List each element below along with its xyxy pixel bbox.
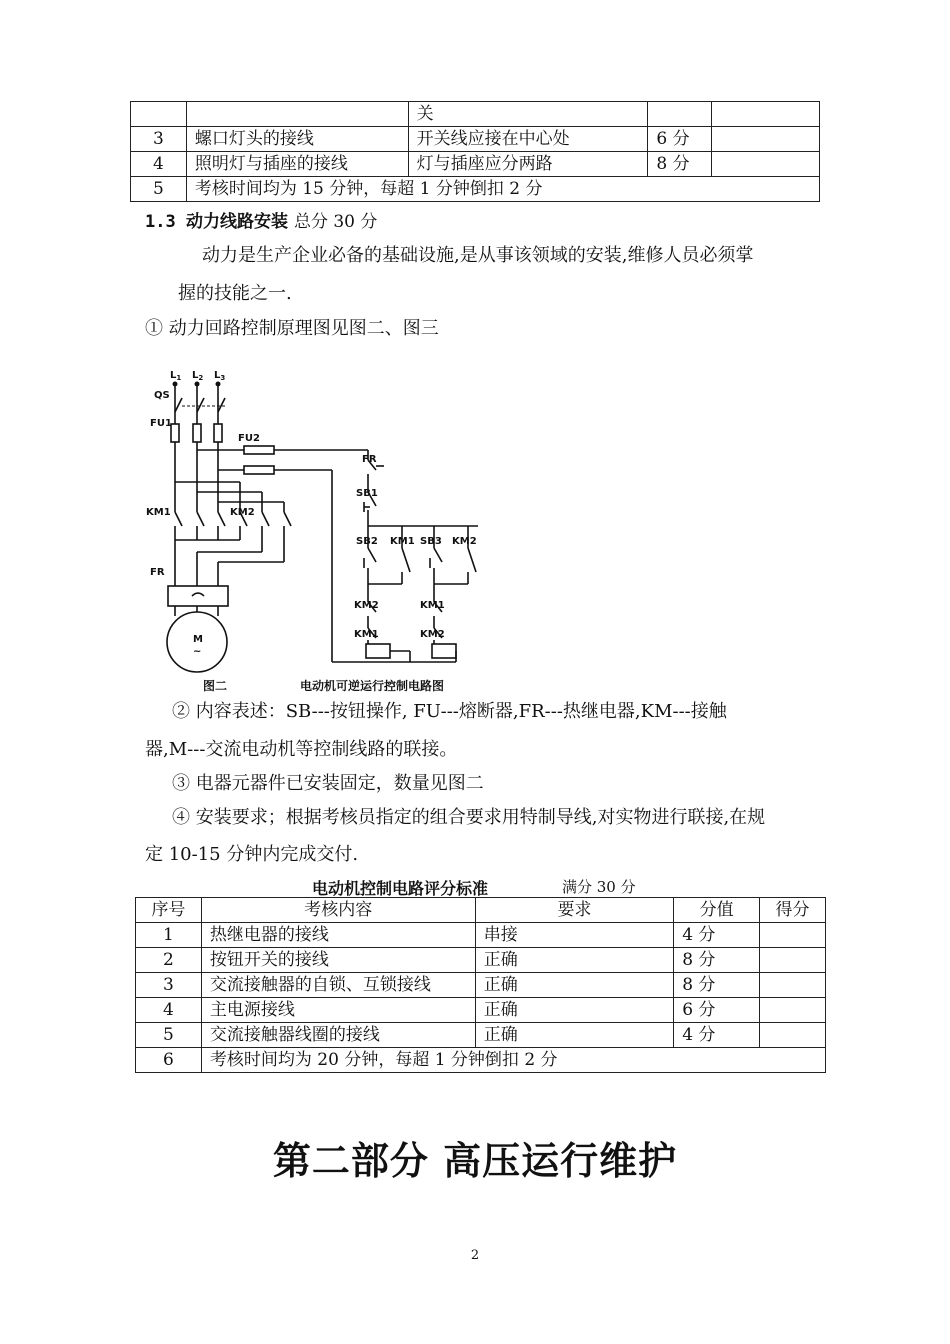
cell-score [648,102,712,127]
cell-got [712,152,820,177]
cell-no: 4 [136,998,202,1023]
list-item: ① 动力回路控制原理图见图二、图三 [145,318,439,339]
label-km2-interlock: KM2 [354,600,379,611]
header-cell: 分值 [674,898,760,923]
cell-got [760,948,826,973]
label-sb3: SB3 [420,536,442,547]
label-motor: M [193,634,203,645]
table-row [136,1023,826,1048]
header-cell: 要求 [475,898,673,923]
label-km2-main: KM2 [230,507,255,518]
label-l3: L [214,370,221,381]
cell-req: 正确 [475,1023,673,1048]
cell-req: 正确 [475,948,673,973]
label-l1-sub: 1 [176,374,182,382]
cell-req: 关 [408,102,648,127]
page-number: 2 [470,1248,480,1263]
cell-req: 串接 [475,923,673,948]
cell-no: 5 [131,177,187,202]
cell-score: 4 分 [674,923,760,948]
cell-no: 6 [136,1048,202,1073]
label-sb2: SB2 [356,536,378,547]
label-l1: L [170,370,177,381]
cell-got [712,102,820,127]
cell-got [760,973,826,998]
label-l3-sub: 3 [220,374,226,382]
cell-req: 开关线应接在中心处 [408,127,648,152]
table-row [136,923,826,948]
cell-got [712,127,820,152]
time-rule: 考核时间均为 15 分钟，每超 1 分钟倒扣 2 分 [186,177,819,202]
part-title: 第二部分 高压运行维护 [272,1139,678,1183]
section-heading [145,207,377,232]
label-km1-coil: KM1 [354,629,379,640]
label-sb1: SB1 [356,488,378,499]
cell-item: 按钮开关的接线 [201,948,475,973]
table-row [136,1048,826,1073]
figure-caption-text: 电动机可逆运行控制电路图 [300,679,445,693]
cell-score: 8 分 [674,973,760,998]
list-item: ④ 安装要求；根据考核员指定的组合要求用特制导线,对实物进行联接,在规 [172,807,766,828]
label-km1-main: KM1 [146,507,171,518]
cell-score: 6 分 [648,127,712,152]
cell-score: 8 分 [674,948,760,973]
cell-no [131,102,187,127]
cell-item: 交流接触器的自锁、互锁接线 [201,973,475,998]
cell-item: 交流接触器线圈的接线 [201,1023,475,1048]
table-row [131,102,820,127]
label-fr-main: FR [150,567,165,578]
section-heading-text: 1.3 动力线路安装 [145,212,288,232]
cell-score: 6 分 [674,998,760,1023]
label-km2-aux: KM2 [452,536,477,547]
cell-item: 螺口灯头的接线 [186,127,408,152]
cell-item: 热继电器的接线 [201,923,475,948]
header-cell: 考核内容 [201,898,475,923]
cell-score: 4 分 [674,1023,760,1048]
table-row [131,152,820,177]
paragraph-line: 动力是生产企业必备的基础设施,是从事该领域的安装,维修人员必须掌 [202,245,754,266]
cell-got [760,998,826,1023]
cell-no: 4 [131,152,187,177]
time-rule: 考核时间均为 20 分钟，每超 1 分钟倒扣 2 分 [201,1048,825,1073]
cell-got [760,923,826,948]
cell-no: 5 [136,1023,202,1048]
top-table [130,101,820,202]
table-row [131,177,820,202]
cell-req: 灯与插座应分两路 [408,152,648,177]
circuit-diagram [140,362,500,694]
label-l2-sub: 2 [198,374,204,382]
list-item: ③ 电器元器件已安装固定，数量见图二 [172,773,484,794]
table-row [136,998,826,1023]
header-cell: 序号 [136,898,202,923]
svg-text:L3 [214,370,225,382]
label-qs: QS [154,390,170,401]
svg-text:L1 [170,370,181,382]
table-row [136,973,826,998]
score-table [135,897,826,1073]
cell-no: 3 [131,127,187,152]
table-header-row [136,898,826,923]
label-km1-interlock: KM1 [420,600,445,611]
label-fu1: FU1 [150,418,172,429]
label-km1-aux: KM1 [390,536,415,547]
table-row [136,948,826,973]
list-item: ② 内容表述：SB---按钮操作, FU---熔断器,FR---热继电器,KM---接触 [172,701,727,722]
table-row [131,127,820,152]
list-item-continuation: 定 10-15 分钟内完成交付. [145,844,359,865]
label-fr-ctrl: FR [362,454,377,465]
cell-no: 3 [136,973,202,998]
svg-text:L2 [192,370,203,382]
cell-item [186,102,408,127]
figure-caption-number: 图二 [203,679,228,693]
cell-item: 照明灯与插座的接线 [186,152,408,177]
cell-req: 正确 [475,973,673,998]
paragraph-line: 握的技能之一. [178,283,292,304]
section-total: 总分 30 分 [293,212,378,232]
cell-item: 主电源接线 [201,998,475,1023]
cell-req: 正确 [475,998,673,1023]
cell-no: 2 [136,948,202,973]
label-l2: L [192,370,199,381]
label-fu2: FU2 [238,433,260,444]
header-cell: 得分 [760,898,826,923]
table-full-score: 满分 30 分 [562,878,636,896]
label-motor-ac: ~ [193,646,202,657]
label-km2-coil: KM2 [420,629,445,640]
cell-score: 8 分 [648,152,712,177]
table-title: 电动机控制电路评分标准 [312,879,489,898]
cell-no: 1 [136,923,202,948]
list-item-continuation: 器,M---交流电动机等控制线路的联接。 [145,739,458,760]
cell-got [760,1023,826,1048]
